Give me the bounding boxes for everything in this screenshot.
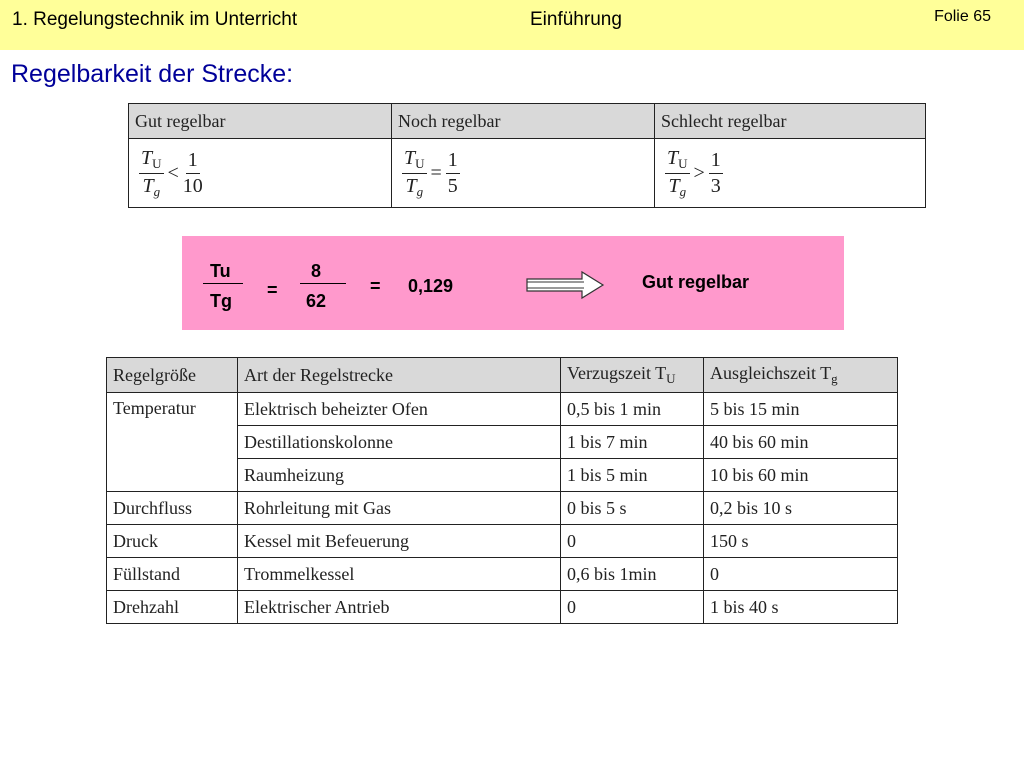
col-header-ausgleichszeit: Ausgleichszeit $T_g$ (704, 358, 898, 393)
header-topic: Einführung (530, 9, 622, 30)
table-row (107, 591, 898, 624)
cell-art: Trommelkessel (238, 558, 561, 591)
cell-ausgleichszeit: 0 (704, 558, 898, 591)
example-calculation-box (182, 236, 844, 330)
relation-less-than: < (167, 161, 179, 184)
cell-verzugszeit: 0,6 bis 1min (561, 558, 704, 591)
calc-numerator: 8 (311, 261, 322, 281)
table-row (107, 393, 898, 426)
process-time-table (106, 357, 898, 624)
cell-regelgroesse: Füllstand (107, 558, 238, 591)
cell-ausgleichszeit: 5 bis 15 min (704, 393, 898, 426)
criteria-header-row (129, 104, 926, 139)
criteria-header-poor: Schlecht regelbar (655, 104, 926, 139)
criteria-formula-fair: $\frac{T_U}{T_g}$ = $\frac{1}{5}$ (392, 139, 655, 208)
cell-ausgleichszeit: 0,2 bis 10 s (704, 492, 898, 525)
criteria-header-good: Gut regelbar (129, 104, 392, 139)
calc-result-value: 0,129 (408, 276, 454, 296)
calc-equals-sign: = (267, 280, 278, 300)
calc-tg-label: Tg (210, 291, 232, 311)
table-row (107, 492, 898, 525)
criteria-header-fair: Noch regelbar (392, 104, 655, 139)
criteria-formula-poor: $\frac{T_U}{T_g}$ > $\frac{1}{3}$ (655, 139, 926, 208)
cell-regelgroesse: Durchfluss (107, 492, 238, 525)
cell-art: Elektrisch beheizter Ofen (238, 393, 561, 426)
table-row (107, 525, 898, 558)
cell-art: Kessel mit Befeuerung (238, 525, 561, 558)
cell-verzugszeit: 1 bis 5 min (561, 459, 704, 492)
table-row (107, 558, 898, 591)
calc-fraction-bar (300, 283, 346, 284)
slide-number: Folie 65 (934, 8, 991, 25)
cell-art: Raumheizung (238, 459, 561, 492)
criteria-formula-good: $\frac{T_U}{T_g}$ < $\frac{1}{10}$ (129, 139, 392, 208)
cell-regelgroesse: Drehzahl (107, 591, 238, 624)
double-arrow-right-icon (526, 270, 606, 305)
calc-equals-sign: = (370, 276, 381, 296)
slide-header (0, 0, 1024, 50)
cell-ausgleichszeit: 40 bis 60 min (704, 426, 898, 459)
calc-fraction-bar (203, 283, 243, 284)
col-header-verzugszeit: Verzugszeit $T_U$ (561, 358, 704, 393)
cell-ausgleichszeit: 150 s (704, 525, 898, 558)
controllability-criteria-table (128, 103, 926, 208)
cell-verzugszeit: 0 (561, 591, 704, 624)
relation-greater-than: > (693, 161, 705, 184)
slide-title: Regelbarkeit der Strecke: (11, 60, 294, 88)
cell-art: Destillationskolonne (238, 426, 561, 459)
calc-conclusion: Gut regelbar (642, 272, 750, 292)
relation-equals: = (430, 161, 442, 184)
cell-art: Elektrischer Antrieb (238, 591, 561, 624)
header-section: 1. Regelungstechnik im Unterricht (12, 9, 298, 30)
table-header-row (107, 358, 898, 393)
criteria-formula-row (129, 139, 926, 208)
cell-ausgleichszeit: 10 bis 60 min (704, 459, 898, 492)
cell-verzugszeit: 0,5 bis 1 min (561, 393, 704, 426)
cell-verzugszeit: 0 bis 5 s (561, 492, 704, 525)
cell-regelgroesse: Druck (107, 525, 238, 558)
cell-verzugszeit: 1 bis 7 min (561, 426, 704, 459)
calc-denominator: 62 (306, 291, 327, 311)
col-header-regelgroesse: Regelgröße (107, 358, 238, 393)
cell-regelgroesse: Temperatur (107, 393, 238, 492)
cell-verzugszeit: 0 (561, 525, 704, 558)
cell-art: Rohrleitung mit Gas (238, 492, 561, 525)
calc-tu-label: Tu (210, 261, 231, 281)
cell-ausgleichszeit: 1 bis 40 s (704, 591, 898, 624)
col-header-art: Art der Regelstrecke (238, 358, 561, 393)
